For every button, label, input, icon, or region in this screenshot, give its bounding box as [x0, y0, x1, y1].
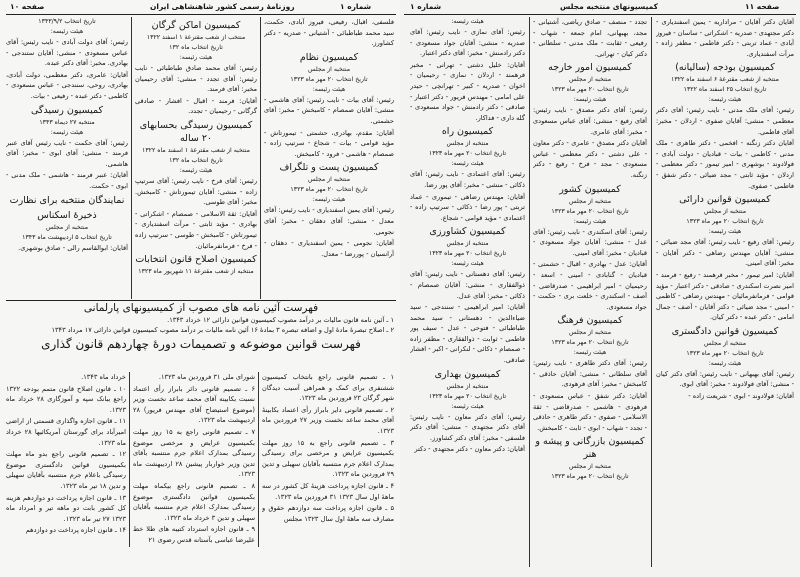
regulation-item: ۲ ـ اصلاح تبصرهٔ مادهٔ اول و اضافه تبصره ۳ بمادهٔ ۱۶ آئین نامه مالیات بر درآمد مصوب کمیسیون قوانین دارائی ۱۷ مرداد ۱۳۴۳ — [51, 326, 394, 334]
committee-members: رئیس: آقای فرخ - نایب رئیس: آقای سرتیپ زاده - منشی: آقایان تیمورتاش - کامبخش. مخبر: آقای طوسی. — [135, 176, 257, 207]
column — [533, 17, 647, 572]
committee-meta: هیئت رئیسه: — [708, 96, 742, 104]
laws-column — [133, 372, 255, 550]
committee-meta: هیئت رئیسه: — [451, 402, 484, 410]
committee-meta: منتخبه از شعب مقترعهٔ ۱ اسفند ماه ۱۳۲۲ — [142, 146, 250, 154]
committee-heading: کمیسیون فرهنگ — [557, 315, 623, 327]
committee-meta: تاریخ انتخاب ماه ۱۳۲ — [169, 44, 223, 51]
law-item: ۵ ـ قانون اجازه پرداخت سه دوازدهم حقوق و مصارف سه ماههٔ اول سال ۱۳۲۳ مجلس — [262, 504, 394, 523]
law-item: ۳ ـ تصمیم قانونی راجع به ۱۵ روز مهلت بکمیسیون عرایض و مرخصی برای رسیدگی بمدارک اعلام جرم منتسبه بآقایان سهیلی و تدین ۲۹ فروردین ماه ۱۳۲۳. — [262, 438, 394, 479]
committee-members: رئیس: آقای محمد صادق طباطبائی - نایب رئیس: آقای تجدد - منشی: آقای رحیمیان مخبر: آقای فرمند. — [135, 64, 257, 94]
committee-members: آقایان دکتر زنگنه - افخمی - دکتر طاهری - ملک مدنی - کاظمی - بیات - قبادیان - دولت آبادی - فولادوند - بوشهری - امیر تیمور - دکتر معظمی - اردلان - مؤید ثابتی - مجد ضیائی - دکتر شفق - فاطمی - صفوی. — [656, 139, 794, 190]
committee-meta: تاریخ انتخاب ۲۰ مهر ماه ۱۳۲۳ — [551, 473, 629, 481]
committee-heading: کمیسیون رسیدگی بحسابهای ۲۰ ساله — [139, 119, 253, 144]
committee-meta: تاریخ انتخاب ۲۰ مهر ماه ۱۳۲۳ — [551, 86, 629, 94]
committee-members: آقایان: فرمند - اقبال - افشار - صادقی گرگانی - رحیمیان - تجدد. — [135, 96, 257, 116]
committee-heading: کمیسیون بودجه (سالیانه) — [675, 62, 775, 74]
newspaper-title: روزنامهٔ رسمی کشور شاهنشاهی ایران — [150, 2, 295, 11]
law-item: شورای ملی ۳۱ فروردین ماه ۱۳۲۳. — [158, 373, 255, 381]
column-divider — [258, 372, 259, 547]
committee-members: رئیس: آقای دهستانی - نایب رئیس: آقای ذوالفقاری - منشی: آقایان صمصام - ذکائی - مخبر: آقای عدل. — [410, 270, 525, 300]
committee-members: آقایان: مقدم، بهادری، حشمتی - تیمورتاش - مؤید قوامی - بیات - شجاع - سرتیپ زاده - صمصام - هاشمی - فرود - کامبخش. — [264, 128, 394, 158]
committee-heading: کمیسیون نظام — [299, 51, 359, 63]
committee-meta: تاریخ انتخاب ۲۵ اسفند ماه ۱۳۲۲ — [683, 86, 767, 94]
committee-meta: منتخبه از مجلس — [446, 240, 489, 248]
column-divider — [131, 17, 132, 299]
committee-members: آقایان دکتر آقایان - مراداریه - یمین اسفندیاری - دکتر مجتهدی - صدریه - اشکراتی - ساسان - فیروز آبادی - عماد تربتی - دکتر فاطمی - مظفر زاده - مرآت اسفندیاری. — [656, 18, 794, 58]
committee-members: تجدد - منصف - صادق ریاضی، آشتیانی - مجد، بهبهانی، امام جمعه - شهاب - رفیعی - ثقابت - ملک مدنی - سلطانی - دکتر کیان - تهرانی. — [533, 18, 647, 58]
committee-meta: هیئت رئیسه: — [573, 217, 607, 225]
law-item: ۷ ـ تصمیم قانونی راجع به ۱۵ روز مهلت بکمیسیون عرایض و مرخصی موضوع رسیدگی بمدارک اعلام جرم منتسبه بآقای تدین وزیر خواربار پیشین ۲۸ اردیبهشت ماه ۱۳۲۳. — [133, 427, 255, 479]
committee-meta: تاریخ انتخاب ۱۳۴۳/۹/۲ — [38, 18, 96, 25]
column-divider — [129, 372, 130, 547]
committee-meta: تاریخ انتخاب ۲۰ مهر ماه ۱۳۲۳ — [428, 250, 507, 258]
committee-members: آقایان: نجومی - یمین اسفندیاری - دهقان - آرانسیان - پوررضا - معدل. — [264, 239, 394, 258]
committee-members: آقایان: ابوالقاسم رالی - صادق بوشهری. — [18, 243, 128, 252]
committee-meta: هیئت رئیسه: — [179, 166, 213, 174]
page-number: صفحه ۱۱ — [745, 2, 780, 11]
law-item: ۱۲ ـ تصمیم قانونی راجع بدو ماه مهلت بکمیسیون قوانین دادگستری موضوع رسیدگی باعلام جرم منتسبه بآقایان سهیلی و تدین ۱۸ تیر ماه ۱۳۲۳. — [6, 450, 126, 490]
regulations-title: فهرست آئین نامه های مصوب از کمیسیونهای پارلمانی — [83, 302, 319, 314]
column-divider — [529, 17, 530, 567]
committee-heading: کمیسیون قوانین دارائی — [679, 194, 771, 206]
committee-meta: هیئت رئیسه: — [573, 96, 607, 104]
committee-members: آقایان: مهندس رضاهی - تیموری - عماد تربتی - پور رضا - ذکائی - سرتیپ زاده - اعتمادی - مؤید قوامی - شجاع. — [410, 192, 525, 222]
committee-meta: منتخبه از مجلس — [45, 223, 89, 231]
committee-meta: هیئت رئیسه: — [708, 359, 742, 367]
regulations-section — [8, 301, 394, 353]
committee-meta: هیئت رئیسه: — [50, 128, 84, 136]
law-item: ۱۰ ـ قانون اصلاح قانون متمم بودجه ۱۳۲۲ راجع ببانک سپه و آموزگاری ۲۸ خرداد ماه ۱۳۲۳. — [6, 384, 126, 414]
law-item: ۱ ـ تصمیم قانونی راجع بانتخاب کمیسیون ششنفری برای کمک و همراهی آسیب دیدگان شهر گرگان ۲۳ فروردین ماه ۱۳۲۳. — [262, 373, 394, 403]
law-item: ۱۱ ـ قانون اجازه واگذاری قسمتی از اراضی امیرآباد برای گورستان آمریکائیها ۲۸ خرداد ماه ۱۳۲۳. — [6, 417, 126, 447]
committee-meta: هیئت رئیسه: — [312, 196, 346, 204]
committee-heading: کمیسیون رسیدگی — [31, 104, 103, 116]
committee-meta: تاریخ انتخاب ۲۰ مهر ماه ۱۳۲۳ — [428, 150, 507, 158]
committee-meta: منتخبه از مجلس — [703, 339, 747, 347]
laws-title: فهرست قوانین موضوعه و تصمیمات دورهٔ چهاردهم قانون گذاری — [41, 337, 361, 351]
column — [264, 17, 394, 299]
committee-meta: منتخبه از مجلس — [307, 65, 351, 73]
committee-meta: منتخبه از مجلس — [446, 140, 489, 148]
committee-meta: تاریخ انتخاب ۲۰ مهر ماه ۱۳۲۳ — [428, 392, 507, 400]
committee-meta: منتخبه از شعب مقترعهٔ ۶ اسفند ماه ۱۳۲۲ — [671, 76, 779, 84]
committee-heading: کمیسیون اصلاح قانون انتخابات — [135, 254, 257, 266]
committee-members: رئیس: آقای اسکندری - نایب رئیس: آقای عدل - منشی: آقایان جواد مسعودی - قبادیان - مخبر: آقای امینی. — [533, 227, 647, 257]
law-item: ۶ ـ تصمیم قانونی دائر بابراز رأی اعتماد نسبت بکابینه آقای محمد ساعد نخست وزیر (موضوع استیضاح آقای مهندس فریور) ۲۸ اردیبهشت ماه ۱۳۲۳. — [133, 384, 255, 425]
committee-members: آقایان: فولادوند - ابوی - شریعت زاده - — [688, 392, 794, 401]
committee-meta: تاریخ انتخاب ۵ اردیبهشت ماه ۱۳۴۳ — [22, 233, 112, 241]
committee-heading: کمیسیون کشور — [559, 183, 621, 195]
committee-members: آقایان دکتر مصدق - عامری - دکتر معاون - علی دشتی - دکتر معظمی - عباس مسعودی - مجد - فرخ - رفیع - دکتر زنگنه. — [533, 139, 647, 179]
committee-members: رئیس: آقای دکتر طاهری - نایب رئیس: آقای سلطانی - منشی: آقایان حاذقی - کامبخش - مخبر: آقای فرهودی. — [533, 359, 647, 389]
committee-members: آقایان: خلیل دشتی - تهرانی - مخبر فرهمند - اردلان - نمازی - رحیمیان - اخوان - صدریه - کبیر - تهرانچی - حیدر علی امامی - مهندس فریور - دکتر اعتبار - صادقی - دکتر رادمنش - جواد مسعودی - گله داری - فداکار. — [410, 60, 525, 122]
issue-number: شماره ۱ — [410, 2, 442, 11]
committee-members: رئیس: آقای دولت آبادی - نایب رئیس: آقای عباس مسعودی - منشی: آقایان ستندجی - بهادری. مخبر: آقای دکتر عبده. — [6, 38, 128, 68]
committee-meta: منتخبه ۲۷ دیماه ۱۳۴۳ — [39, 118, 95, 126]
committee-meta: تاریخ انتخاب ۲۰ مهر ماه ۱۳۲۳ — [686, 218, 764, 226]
header-rule — [6, 14, 396, 15]
committee-meta: منتخب از شعب مقترعهٔ ۱ اسفند ۱۳۲۲ — [146, 34, 246, 41]
section-title: کمیسیونهای منتخبه مجلس — [560, 2, 659, 11]
law-item: ۹ ـ قانون اجازه استرداد کتیبه های طلا خط علیرضا عباسی بآستانه قدس رضوی ۲۱ — [133, 525, 255, 544]
committee-meta: هیئت رئیسه: — [451, 260, 484, 268]
committee-members: آقایان: عنبر فرمند - هاشمی - ملک مدنی - ابوی - حکمت. — [6, 171, 128, 190]
committee-members: رئیس: آقای دکتر معاون - نایب رئیس: آقای دکتر مجتهدی - منشی: آقای دکتر فلسفی - مخبر: آقای دکتر کشاورز. — [410, 412, 525, 442]
committee-heading: کمیسیون کشاورزی — [429, 226, 506, 238]
committee-meta: هیئت رئیسه: — [50, 28, 84, 35]
committee-meta: هیئت رئیسه: — [708, 228, 742, 236]
page-number: صفحه ۱۰ — [10, 2, 45, 11]
committee-heading: کمیسیون پست و تلگراف — [279, 162, 379, 174]
issue-number: شماره ۱ — [340, 2, 372, 11]
regulation-item: ۱ ـ آئین نامه قانون مالیات بر درآمد مصوب کمیسیون قوانین دارائی ۱۲ خرداد ۱۳۴۳. — [167, 316, 394, 324]
committee-meta: هیئت رئیسه: — [312, 85, 346, 93]
law-item: ۲ ـ تصمیم قانونی دایر بابراز رأی اعتماد بکابینهٔ آقای محمد ساعد نخست وزیر ۲۷ فروردین ماه ۱۳۲۳. — [262, 405, 394, 435]
committee-heading: نمایندگان منتخبه برای نظارت — [9, 194, 125, 206]
committee-meta: هیئت رئیسه: — [573, 349, 607, 357]
committee-meta: منتخبه از مجلس — [568, 463, 612, 471]
committee-meta: تاریخ انتخاب ۲۰ مهر ماه ۱۳۲۳ — [551, 339, 629, 347]
committee-meta: هیئت رئیسه: — [451, 160, 484, 168]
column — [6, 17, 128, 299]
committee-heading: ذخیرهٔ اسکناس — [37, 209, 97, 221]
committee-meta: منتخبه از شعب مقترعهٔ ۱۱ شهریور ماه ۱۳۲۳ — [138, 268, 254, 276]
committee-heading: کمیسیون راه — [441, 126, 494, 138]
committee-members: رئیس: آقای یمین اسفندیاری - نایب رئیس: آقای معدل - منشی: آقای دهقان - مخبر: آقای نجومی. — [264, 206, 394, 236]
committee-members: آقایان: دکتر معاون - دکتر مجتهدی - دکتر — [414, 445, 525, 454]
committee-heading: کمیسیون قوانین دادگستری — [671, 325, 779, 337]
committee-heading: کمیسیون بازرگانی و پیشه و هنر — [535, 436, 645, 461]
committee-meta: منتخبه از مجلس — [307, 176, 351, 184]
committee-members: آقایان: دکتر شفق - عباس مسعودی - فرهودی - هاشمی - صدرقاضی - ثقة الاسلامی - صفوی - دکتر طاهری - حاذقی - تجدد - شهاب - ابوی - ثابت - کامبخش. — [533, 392, 647, 432]
committee-members: رئیس: آقای بهبهانی - نایب رئیس: آقای دکتر کیان - منشی: آقای فولادوند - مخبر: آقای ابوی. — [656, 369, 794, 389]
committee-meta: منتخبه از مجلس — [568, 197, 612, 205]
law-item: خرداد ماه ۱۳۴۳. — [81, 373, 126, 381]
committee-members: آقایان: امیر تیمور - مخبر فرهمند - رفیع - فرمند - امیر نصرت اسکندری - صادقی - دکتر اعتبار - مؤید قوامی - فرمانفرمائیان - مهندس رضاهی - کاظمی - امینی - مجد ضیائی - دکتر آقایان - آصف - جمال امامی - دکتر عبده - دکتر کیان. — [656, 270, 794, 322]
committee-members: رئیس: آقای حکمت - نایب رئیس آقای عنبر فرمند - منشی: آقای ابوی - مخبر: آقای هاشمی. — [6, 138, 128, 168]
committee-meta: منتخبه از مجلس — [703, 208, 747, 216]
committee-members: رئیس: آقای نمازی - نایب رئیس: آقای صدریه - منشی: آقایان جواد مسعودی - دکتر رادمنش - مخبر: آقای دکتر اعتبار. — [410, 28, 525, 58]
column-divider — [651, 17, 652, 567]
committee-meta: تاریخ انتخاب ماه ۱۳۲ — [169, 156, 223, 164]
committee-heading: کمیسیون امور خارجه — [548, 62, 632, 74]
committee-members: آقایان: عدل - بهادری - اقبال - حشمتی - قبادیان - گنابادی - امینی - اسعد - رحیمیان - امیر ابراهیمی - صدرقاضی - آصف - اسکندری - خلعت بری - حکمت - جواد مسعودی. — [533, 260, 647, 311]
committee-members: رئیس: آقای رفیع - نایب رئیس: آقای مجد ضیائی - منشی: آقایان مهندس رضاهی - دکتر آقایان - مخبر: آقای امینی. — [656, 238, 794, 268]
laws-column — [262, 372, 394, 550]
laws-column — [6, 372, 126, 550]
committee-meta: تاریخ انتخاب ۲۰ مهر ماه ۱۳۲۳ — [290, 186, 368, 194]
committee-members: آقایان: عامری، دکتر معظمی، دولت آبادی، بهادری، روحی، سنندجی - عباس مسعودی - کاظمی - دکتر عبده - رفیعی - بیات. — [6, 70, 128, 100]
committee-members: رئیس: آقای بیات - نایب رئیس: آقای هاشمی - منشی: آقایان صمصام - کامبخش - مخبر: آقای حشمتی. — [264, 95, 394, 125]
committee-members: رئیس: آقای ملک مدنی - نایب رئیس: آقای دکتر معظمی - منشی: آقایان صفوی - اردلان - مخبر: آقای فاطمی. — [656, 106, 794, 136]
committee-meta: منتخبه از مجلس — [446, 382, 489, 390]
column — [410, 17, 525, 572]
right-page — [400, 0, 800, 577]
law-item: ۱۴ ـ قانون اجازه پرداخت دو دوازدهم — [25, 526, 126, 535]
committee-members: رئیس: آقای دکتر مصدق - نایب رئیس: آقای رفیع - منشی: آقای عباس مسعودی - مخبر: آقای عامری. — [533, 106, 647, 136]
committee-meta: منتخبه از مجلس — [568, 76, 612, 84]
law-item: ۴ ـ قانون اجازه پرداخت هزینهٔ کل کشور در سه ماههٔ اول سال ۱۳۲۳ ۳۱ فروردین ماه ۱۳۲۳. — [262, 481, 394, 501]
committee-meta: هیئت رئیسه: — [451, 18, 484, 25]
committee-heading: کمیسیون بهداری — [434, 368, 501, 380]
committee-members: آقایان: ثقة الاسلامی - صمصام - اشکراتی - بهادری - مؤید ثابتی - مرآت اسفندیاری - تیمورتاش - کامبخش - طوسی - سرتیپ زاده - فرخ - فرمانفرمائیان. — [135, 209, 257, 250]
committee-meta: تاریخ انتخاب ۲۰ مهر ماه ۱۳۲۳ — [290, 75, 368, 83]
committee-members: فلسفی، اقبال، رفیعی، فیروز آبادی، حکمت، سید محمد طباطبائی - آشتیانی - صدریه - دکتر کشاورز. — [264, 18, 394, 48]
committee-meta: هیئت رئیسه: — [179, 54, 213, 61]
committee-meta: تاریخ انتخاب ۲۰ مهر ماه ۱۳۲۳ — [551, 207, 629, 215]
law-item: ۸ ـ تصمیم قانونی راجع بیکماه مهلت بکمیسیون قوانین دادگستری موضوع رسیدگی بمدارک اعلام جرم منتسبه بآقایان سهیلی و تدین ۳ خرداد ماه ۱۳۲۳. — [133, 481, 255, 522]
law-item: ۱۳ ـ قانون اجازه پرداخت دو دوازدهم هزینه کل کشور بابت دو ماهه تیر و امرداد ماه ۱۳۲۳ ۲۷ تیر ماه ۱۳۲۳. — [6, 493, 126, 523]
committee-meta: منتخبه از مجلس — [568, 329, 612, 337]
header-rule — [404, 14, 796, 15]
committee-members: رئیس: آقای اعتمادی - نایب رئیس: آقای ذکائی - منشی - مخبر: آقای پور رضا. — [410, 170, 525, 189]
committee-meta: تاریخ انتخاب ۲۰ مهر ماه ۱۳۲۳ — [686, 349, 764, 357]
committee-heading: کمیسیون اماکن گرگان — [151, 20, 241, 31]
column — [135, 17, 257, 299]
column — [656, 17, 794, 572]
column-divider — [260, 17, 261, 299]
committee-members: آقایان: امیر ابراهیمی - سنندجی - سید ضیاءالدین - دهستانی - سید محمد طباطبائی - فتوحی - عدل - سیف پور فاطمی - ثوابت - ذوالفقاری - مظفر زاده - صمصام - ذکائی - لنکرانی - اکبر - افشار صادقی. — [410, 303, 525, 365]
